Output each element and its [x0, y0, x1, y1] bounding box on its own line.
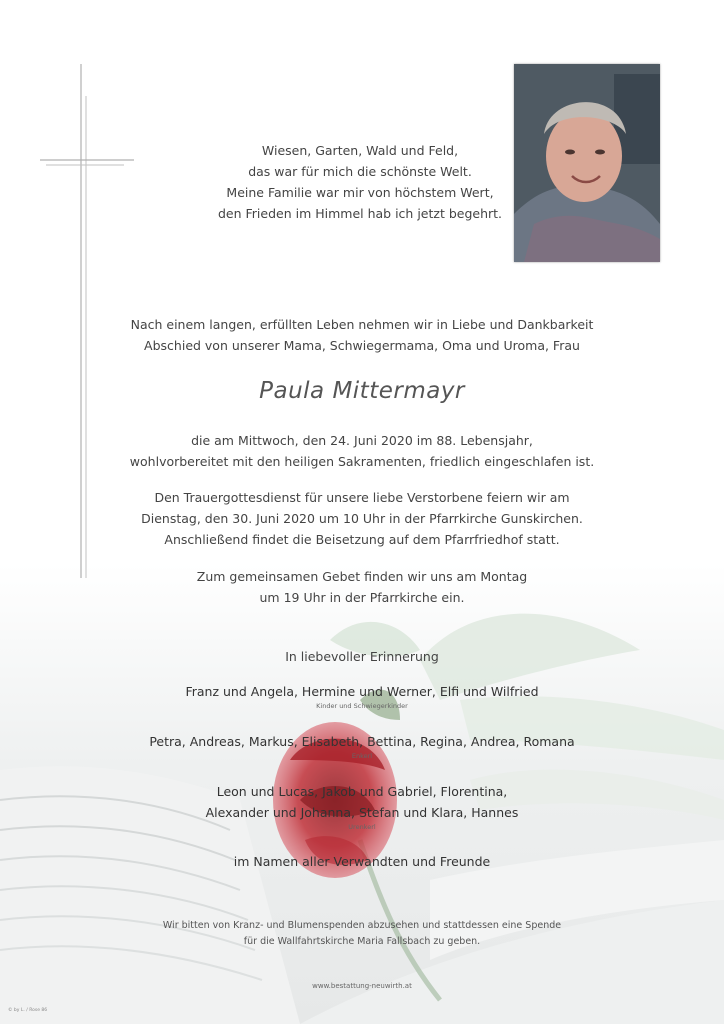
- family-children: [0, 681, 724, 711]
- deceased-name: Paula Mittermayr: [259, 378, 465, 404]
- donation-request: [0, 918, 724, 950]
- family-label: Kinder und Schwiegerkinder: [316, 702, 408, 710]
- family-names: Franz und Angela, Hermine und Werner, Elfi und Wilfried: [185, 684, 539, 699]
- family-label: Urenkerl: [348, 823, 376, 831]
- family-great-grandchildren: [0, 781, 724, 832]
- funeral-info: [0, 487, 724, 550]
- poem: [180, 140, 540, 224]
- image-credit: © by L. / Rose 86: [8, 1008, 48, 1013]
- memory-heading: In liebevoller Erinnerung: [285, 649, 439, 664]
- poem-line: das war für mich die schönste Welt.: [248, 164, 472, 179]
- family-grandchildren: [0, 731, 724, 761]
- donation-line: für die Wallfahrtskirche Maria Fallsbach zu geben.: [243, 936, 481, 947]
- death-line: die am Mittwoch, den 24. Juni 2020 im 88. Lebensjahr,: [191, 433, 533, 448]
- poem-line: den Frieden im Himmel hab ich jetzt begehrt.: [217, 206, 503, 221]
- poem-line: Meine Familie war mir von höchstem Wert,: [226, 185, 494, 200]
- death-notice: [0, 430, 724, 472]
- funeral-line: Anschließend findet die Beisetzung auf dem Pfarrfriedhof statt.: [164, 532, 560, 547]
- intro-text: [0, 314, 724, 356]
- intro-line: Abschied von unserer Mama, Schwiegermama, Oma und Uroma, Frau: [144, 338, 580, 353]
- family-names: Leon und Lucas, Jakob und Gabriel, Florentina,: [216, 784, 508, 799]
- donation-line: Wir bitten von Kranz- und Blumenspenden abzusehen und stattdessen eine Spende: [162, 920, 562, 931]
- relatives-line: im Namen aller Verwandten und Freunde: [233, 854, 491, 869]
- family-names: Petra, Andreas, Markus, Elisabeth, Bettina, Regina, Andrea, Romana: [149, 734, 575, 749]
- poem-line: Wiesen, Garten, Wald und Feld,: [261, 143, 459, 158]
- funeral-line: Den Trauergottesdienst für unsere liebe Verstorbene feiern wir am: [154, 490, 570, 505]
- website-link[interactable]: www.bestattung-neuwirth.at: [312, 982, 412, 990]
- intro-line: Nach einem langen, erfüllten Leben nehmen wir in Liebe und Dankbarkeit: [130, 317, 594, 332]
- prayer-info: [0, 566, 724, 608]
- prayer-line: Zum gemeinsamen Gebet finden wir uns am Montag: [196, 569, 528, 584]
- family-names: Alexander und Johanna, Stefan und Klara, Hannes: [205, 805, 519, 820]
- family-label: Enkerl: [351, 752, 373, 760]
- funeral-line: Dienstag, den 30. Juni 2020 um 10 Uhr in der Pfarrkirche Gunskirchen.: [141, 511, 583, 526]
- death-line: wohlvorbereitet mit den heiligen Sakramenten, friedlich eingeschlafen ist.: [129, 454, 595, 469]
- prayer-line: um 19 Uhr in der Pfarrkirche ein.: [259, 590, 465, 605]
